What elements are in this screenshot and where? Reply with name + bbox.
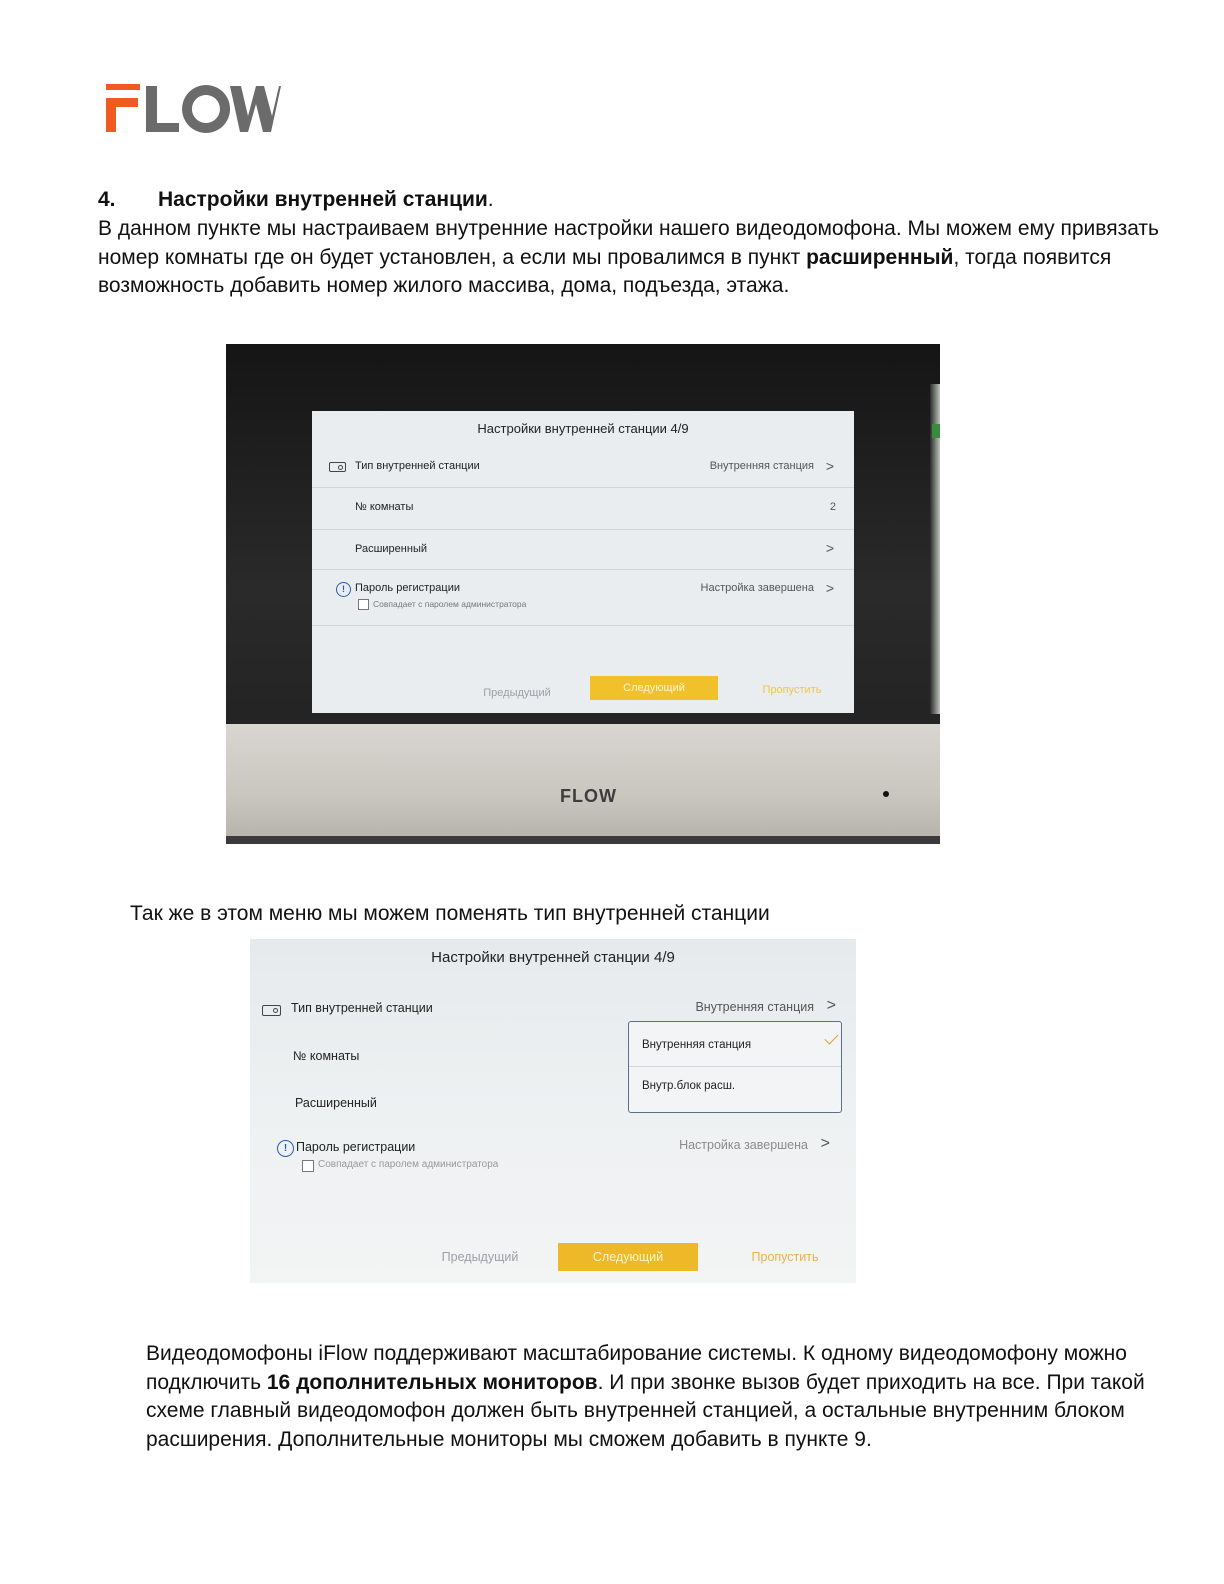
caption-station-type: Так же в этом меню мы можем поменять тип внутренней станции [130,902,770,925]
screen-title: Настройки внутренней станции 4/9 [477,421,689,436]
row-registration-password[interactable]: ! Пароль регистрации Настройка завершена > Совпадает с паролем администратора [250,1135,856,1181]
next-button[interactable]: Следующий [590,676,718,700]
chevron-right-icon: > [820,1135,830,1152]
checkmark-icon [824,1030,838,1044]
screen-title: Настройки внутренней станции 4/9 [431,949,675,966]
row-room-number[interactable]: № комнаты 2 [312,487,854,530]
dropdown-option-indoor-station[interactable]: Внутренняя станция [642,1039,752,1051]
device-photo [226,344,940,844]
same-as-admin-checkbox[interactable] [302,1160,314,1172]
intro-paragraph: В данном пункте мы настраиваем внутренние настройки нашего видеодомофона. Мы можем ему привязать номер комнаты где он будет установлен, а если мы провалимся в пункт расширенный, тогда появится возможность добавить номер жилого массива, дома, подъезда, этажа. [98,217,1159,297]
chevron-right-icon: > [825,458,834,474]
info-icon: ! [336,582,351,597]
microphone-hole [883,791,889,797]
same-as-admin-checkbox[interactable] [358,599,369,610]
row-advanced[interactable]: Расширенный > [312,529,854,570]
row-advanced[interactable]: Расширенный [295,1096,377,1110]
chevron-right-icon: > [825,540,834,556]
row-room-number[interactable]: № комнаты [293,1049,360,1063]
settings-screen [312,411,854,713]
row-station-type[interactable]: Тип внутренней станции Внутренняя станция > [312,447,854,488]
device-brand: FLOW [560,786,617,806]
bold-term: 16 дополнительных мониторов [266,1370,598,1394]
station-type-dropdown [628,1021,842,1113]
section-title: Настройки внутренней станции [158,188,488,211]
station-device-icon [329,462,346,472]
section-number: 4. [98,188,116,211]
closing-paragraph: Видеодомофоны iFlow поддерживают масштабирование системы. К одному видеодомофону можно подключить 16 дополнительных мониторов. И при звонке вызов будет приходить на все. При такой схеме главный видеодомофон должен быть внутренней станцией, а остальные внутренним блоком расширения. Дополнительные мониторы мы сможем добавить в пункте 9. [146,1342,1145,1451]
dropdown-option-extension-unit[interactable]: Внутр.блок расш. [642,1080,736,1092]
section-heading: 4. Настройки внутренней станции. [98,188,494,211]
settings-screen-dropdown [250,939,856,1283]
chevron-right-icon: > [825,580,834,596]
row-station-type[interactable]: Тип внутренней станции Внутренняя станция > [250,989,856,1029]
bold-term: расширенный [806,245,954,269]
iflow-logo [106,84,281,134]
row-registration-password[interactable]: ! Пароль регистрации Настройка завершена > Совпадает с паролем администратора [312,569,854,626]
skip-button[interactable]: Пропустить [751,1250,819,1264]
station-device-icon [262,1005,281,1016]
previous-button[interactable]: Предыдущий [483,687,551,699]
next-button[interactable]: Следующий [558,1243,698,1271]
chevron-right-icon: > [826,997,836,1014]
info-icon: ! [277,1140,294,1157]
previous-button[interactable]: Предыдущий [441,1250,519,1264]
skip-button[interactable]: Пропустить [762,684,822,696]
